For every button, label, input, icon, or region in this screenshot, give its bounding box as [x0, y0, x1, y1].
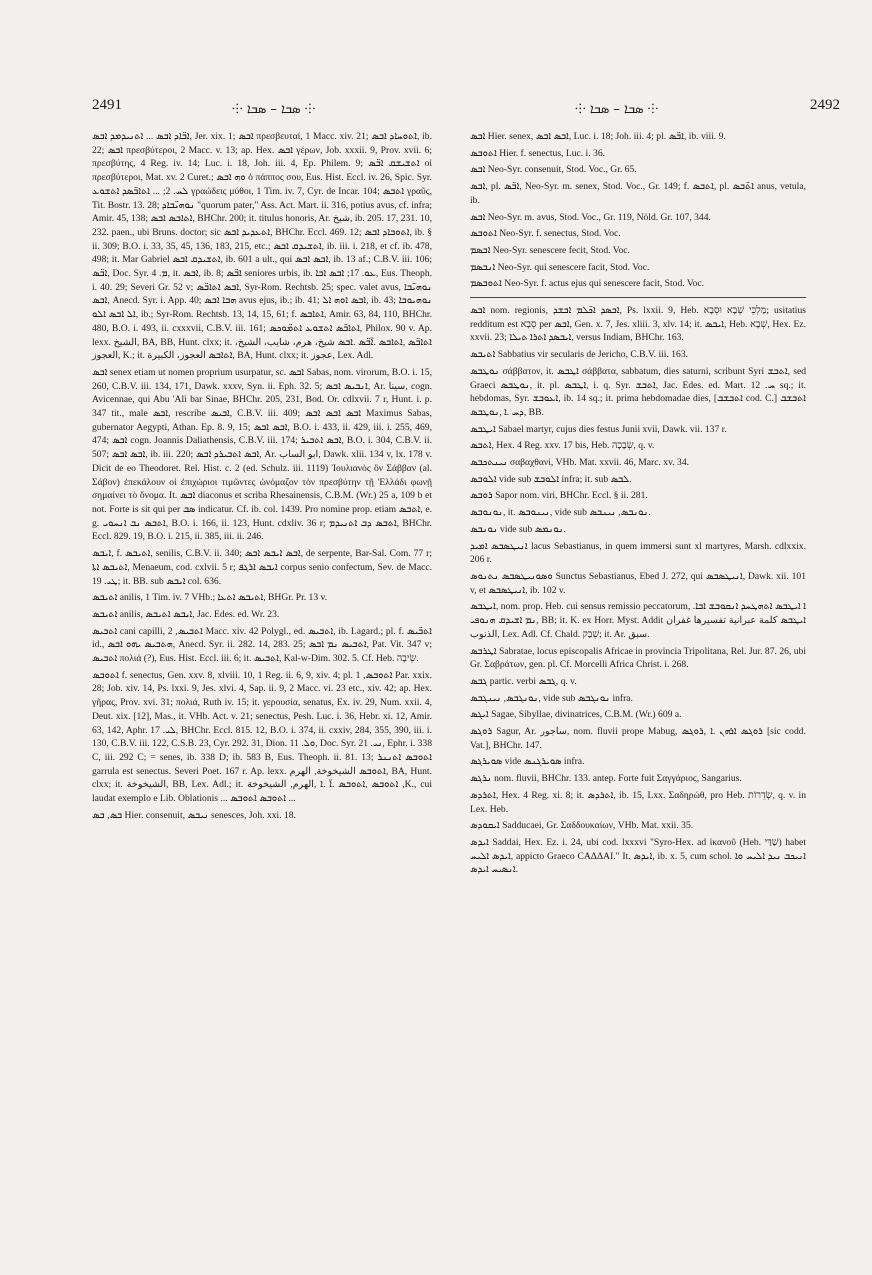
dictionary-entry: ܣܘܝܪܓܣ vide ܣܘܝܪܓܢܣ infra. — [470, 756, 585, 768]
dictionary-entry: ܐܝܩܘܕܣ Sadducaei, Gr. Σαδδουκαίων, VHb. Mat. xxii. 35. — [470, 820, 694, 832]
page-header — [0, 0, 872, 130]
dictionary-entry: ܐܬܒܝܣ cani capilli, ܐܬܒܝܣ, 2 Macc. xiv. 42 Polygl., ed. ܐܬܒܝܣ, ib. Lagard.; pl. f. ܐܬܒ̈ܝܣ id., ܗܬܒܝܣ ܝܗܘ ܐܒܣ, Anecd. Syr. ii. 282. 14, 283. 25; ܐܬܒܝܣ ܢܡ ܐܒܣ, Pat. Vit. 347 v; ܐܬܒܝܣ πολιά (?), Eus. Hist. Eccl. iii. 6; it. ܐܬܒܝܣ, Kal-w-Dim. 302. 5. Cf. Heb. שֵׂיבָה. — [92, 625, 433, 665]
dictionary-entry: ܐܒܣ Hier. senex, ܐܒܣ ܐܒܣ, Luc. i. 18; Joh. iii. 4; pl. ܐܒ̈ܣ, ib. viii. 9. — [470, 131, 726, 142]
dictionary-entry: ܓܒܣ partic. verbi ܓܒܣ, q. v. — [470, 675, 577, 687]
dictionary-entry: ܢܘܢܒܣ vide sub ܢܘܢܡܣ. — [470, 523, 566, 535]
dictionary-entry: ܐܬܝܒܣ anilis, 1 Tim. iv. 7 VHb.; ܐܬܝܒܣ ܐܬܥܐ, BHGr. Pr. 13 v. — [92, 592, 328, 604]
dictionary-entry: ܢܘܢܓܒܣ, ܢܝܢܓܒܣ, vide sub ܢܘܢܓܒܣ infra. — [470, 692, 633, 704]
dictionary-entry: ܐܒ̈ܐܕ ܐܒܣ ... ܐܬܢܝܕܡܕ ܐܒܣ, Jer. xix. 1; ܐܒܣ πρεσβευταί, 1 Macc. xiv. 21; ܐܬܘܚܐܕ ܐܒܣ, ib. 22; ܐܒܣ πρεσβύτεροι, 2 Macc. v. 13; ap. Hex. ܐܒܣ γέρων, Job. xxxii. 9, Prov. xvii. 6; πρεσβύτης, 4 Reg. iv. 14; Luc. i. 18, Joh. iii. 4, Ep. Philem. 9; ܐܬܫܝܫܩ ܐܒ̈ܣ οἱ πρεσβύτεροι, Mat. xv. 2 Curet.; ܘܗ ܐܒܣ ὁ πάππος σου, Eus. Hist. Eccl. iv. 26, Spic. Syr. ܠܚ. 2; ... ܐܬܐܒ̈ܣܕ ܐܬܫܘܥ γραώδεις μύθοι, 1 Tim. iv. 7, Cyr. de Incar. 104; ܐܬܒܣ γραῦς, Tit. Bostr. 13. 28; ܢܘܗܝ̈ܒܐܕ "quorum pater," Ass. Act. Mart. ii. 316, potius avus, cf. infra; Amir. 45, 138; ܐܬܐܒܣ ܐܒܣ, BHChr. 200; it. titulus honoris, Ar. شيخ, ib. 205. 17, 231. 10, 232. paen., ubi Bruns. doctor; sic ܐܬܥܕܝܕ ܐܒܣ, BHChr. Eccl. 469. 12; ܐܬܘܒܐܕ ܐܒܣ, ib. § ii. 309; B.O. i. 33, 35, 45, 136, 183, 215, etc.; ܐܬܫܝܕܩ ܐܒܣ, ib. iii. i. 218, et cf. ib. 478, 498; it. Mar Gabriel ܐܬܫܝܕܩ ܐܒܣ, ib. 601 a ult., qui ܐܒܣ ܐܒܣ, ib. 13 af.; C.B.V. iii. 106; ܐܒ̈ܣ, Doc. Syr. ܡ. 4, it. ܐܒܣ, ib. 8; ܐܒ̈ܣ seniores urbis, ib. ܥܘ. 17; ܐܒܣ ܐܒܐ, Eus. Theoph. i. 40. 29; Severi Gr. 52 v; ܐܒܣ ܐܬܐܒ̈ܣ, Syr-Rom. Rechtsb. 25; spec. valet avus, ܢܘܗܝ̈ܒܐ ܐܒܣ, Anecd. Syr. i. App. 40; ܗܒܐ ܐܒܣ avus ejus, ib.; ib. 41; ܐܒܣ ܐܘܗ ܐܠ, ib. 43; ܢܘܗܝܘܒܐ ܐܠ ܐܒܣ ܐܠܘ, ib.; Syr-Rom. Rechtsb. 13, 14, 15, 61; f. ܐܬܐܒܣ, Amir. 63, 84, 110, BHChr. 480, B.O. i. 493, ii. cxxxvii, C.B.V. iii. 161; ܐܬܐܒ̈ܣ ܐܬܫܘܥ ܐܬܡ̈ܘܟܣ, Philox. 90 v. Ap. lexx. الشيخ, BA, BB, Hunt. clxx; it. ܐܬܐܒ̈ܣ ,ܐܬܐܒܣ .ܐ̈ܒ̈ܣ .ܐܒܣ شيخ، هرم، شايب، الشيخ، العجوز, K.; it. ܐܬܐܒܣ العجوز، الكبيرة, BA, Hunt. clxx; it. عجوز, Lex. Adl. — [92, 131, 433, 362]
dictionary-entry: ܐܬܘܒܣ Neo-Syr. f. senectus, Stod. Voc. — [470, 228, 621, 240]
left-column — [92, 130, 432, 825]
right-running-head: ⸭ ܣܒܐ – ܣܒܐ ⸭ — [575, 102, 659, 117]
section-divider — [470, 297, 806, 298]
dictionary-entry: ܐܬܝܒܣ Sabbatius vir secularis de Jericho, C.B.V. iii. 163. — [470, 349, 689, 361]
dictionary-entry: ܐܝܕܣ Saddai, Hex. Ez. i. 24, ubi cod. lxxxvi "Syro-Hex. ad ἱκανοῦ (Heb. שַׁדַּי) habet ܐܝܕܣ ܐܠܝܚ, appicto Graeco CAΔΔAI." It. ܐܝܕܣ, ib. x. 5, cum schol. ܐܢܝܟܒ ܢܝܕ ܐܠܝܚ ܘܐ ܐܢܣܝܚ ܐܝܕܣ. — [470, 836, 806, 876]
dictionary-entry: ܐܛܪܒܣ Sabratae, locus episcopalis Africae in provincia Tripolitana, Rel. Jur. 87. 26, ubi Gr. Σαβράτων, gen. pl. Cf. Morcelli Africa Christ. i. 268. — [470, 645, 806, 671]
right-column — [470, 130, 806, 880]
dictionary-entry: ܐܢܝܛܣܒܣ ܐܡܝܕ lacus Sebastianus, in quem immersi sunt xl martyres, Marsh. cdlxxix. 206 r. — [470, 540, 806, 566]
dictionary-entry: ܐܒܣ, pl. ܐܒ̈ܣ, Neo-Syr. m. senex, Stod. Voc., Gr. 149; f. ܐܬܒܣ, pl. ܐܬ̈ܒܣ anus, vetula, ib. — [470, 181, 806, 206]
dictionary-entry: ܐܝܓܣ Sagae, Sibyllae, divinatrices, C.B.M. (Wr.) 609 a. — [470, 709, 682, 721]
left-page-number: 2491 — [92, 97, 122, 113]
dictionary-entry: ܢܘܛܒܣ σάββατον, it. ܐܛܒܣ σάββατα, sabbatum, dies saturni, scribunt Syri ܐܬܒܫ, sed Graeci ܢܘܛܒܣ, it. pl. ܐܛܒܣ, i. q. Syr. ܐܬܒܫ, Jac. Edes. ed. Mart. ܚ. 12 sq.; it. hebdomas, Syr. ܐܥܘܒܫ, ib. 14 sq.; it. prima hebdomadae dies, [ܐܬܒܫܒ cod. C.] ܐܬܒܫܒ ܕܚ .ܐ ,ܢܘܛܒܣ, BB. — [470, 365, 807, 418]
dictionary-entry: ܐܒܣ Neo-Syr. consenuit, Stod. Voc., Gr. 65. — [470, 164, 637, 176]
dictionary-entry: ܐܒܣ Neo-Syr. m. avus, Stod. Voc., Gr. 119, Nöld. Gr. 107, 344. — [470, 211, 711, 223]
dictionary-entry: ܐܝܛܒܣ Sabael martyr, cujus dies festus Junii xvii, Dawk. vii. 137 r. — [470, 423, 727, 435]
dictionary-entry: ܪܘܓܣ Sagur, Ar. ساجور, nom. fluvii prope Mabug, ܪܘܓܣ ܐܪܗܢ .ܐ ,ܪܘܓܣ [sic codd. Vat.], BHChr. 147. — [470, 726, 806, 751]
dictionary-entry: ܐܬܘܒܣ f. senectus, Gen. xxv. 8, xlviii. 10, 1 Reg. ii. 6, 9, xiv. 4; pl. ܐܬܘܒܣ, 1 Par. xxix. 28; Job. xiv. 14, Ps. lxxi. 9, Jes. xlvi. 4, Sap. ii. 9, 2 Macc. vi. 23 etc., xiv. 42; ap. Hex. γῆρας, Prov. xvi. 31; πολιά, Ruth iv. 15; it. γερουσία, senatus, Ex. iv. 29, Num. xxii. 4, Deut. xix. [12], Mas., it. VHb. Act. v. 21; senectus, Pesh. Luc. i. 36, Hebr. xi. 12, Amir. 63, 142, Aphr. ܠܝ. 17, BHChr. Eccl. 815. 12, B.O. i. 374, ii. cxxiv, 284, 355, 390, iii. i. 130, C.B.V. iii. 122, C.S.B. 23, Cyr. 292. 31, Dion. ܘܠ. 11, Doc. Syr. ܢܝ. 21, Ephr. i. 338 C, iii. 292 C; = senes, ib. 338 D; ib. 583 B, Eus. Theoph. ii. 81. 13; ܐܬܘܒܣ ܐܬܢܢܪ garrula est senectus. Severi Poet. 167 r. Ap. lexx. ܐܬܘܒܣ الشيخوخة, الهرم, BA, Hunt. clxx; it. الشيخوخة, BB, Lex. Adl.; it. ܐܬܘܒܣ ,ܐܬܘܒܣ .ܐ̈ .ܐ ,الهرم, الشيخوخة ,K., cui laudat exemplo e Lib. Oblationis ... ܐܬܘܒܣ ܐܬܘܒܣ ... — [92, 669, 432, 805]
dictionary-entry: ܪܘܒܣ Sapor nom. viri, BHChr. Eccl. § ii. 281. — [470, 490, 648, 502]
dictionary-entry: ܐܬܘܒܣ Hier. f. senectus, Luc. i. 36. — [470, 147, 606, 159]
dictionary-entry: ܐܒܣ nom. regionis, ܐܒܣܕ ܐܟ̈ܠܡ ܐܒܫܕ, Ps. lxxii. 9, Heb. מַלְכֵי שְׁבָא וּסְבָא; usitatius redditum est סְבָא per ܐܒܣ, Gen. x. 7, Jes. xliii. 3, xlv. 14; it. ܐܝܒܣ, Heb. שְׁבָא, Hex. Ez. xxvii. 23; ܐܝܒܣܕ ܐܬܪܐ ܬܝܠܐ, versus Indiam, BHChr. 163. — [470, 305, 807, 344]
dictionary-entry: ܐܬܪܕܣ, Hex. 4 Reg. xi. 8; it. ܐܬܪܕܣ, ib. 15, Lxx. Σαδηρώθ, pro Heb. שְׂדֵרוֹת, q. v. in Lex. Heb. — [470, 789, 806, 815]
dictionary-entry: ܢܘܢܘܒܣ, it. ܢܝܢܘܒܣ, vide sub ܢܘܢܒܣ, ܢܝܢܒܣ. — [470, 507, 651, 519]
dictionary-entry: ܒܣ, ܒܣ Hier. consenuit, ܢܝܒܣ senesces, Joh. xxi. 18. — [92, 809, 296, 821]
right-page-number: 2492 — [810, 97, 840, 113]
dictionary-entry: ܐܢܒܣܡ Neo-Syr. qui senescere facit, Stod. Voc. — [470, 261, 650, 273]
dictionary-entry: ܢܝܢܬܟܒܣ σαβαχθανί, VHb. Mat. xxvii. 46, Marc. xv. 34. — [470, 457, 690, 469]
left-running-head: ⸭ ܣܒܐ – ܣܒܐ ⸭ — [232, 102, 316, 117]
dictionary-entry: ܐܝܛܒܣ, nom. prop. Heb. cui sensus remissio peccatorum, .ܐ ܐܝܛܒܣ ܐܬܗܛܚܕ ܐܢܩܘܒܫ ܐܒܐ ܢܡ ܐܫܝܕܩ ܗܢܘܦܝ, BB; it. K. ex Horr. Myst. Addit ܐܝܛܒܣ كلمة عبرانية تفسيرها غفران الذنوب, Lex. Adl. Cf. Chald. שְׁבַק; it. Ar. سبق. — [470, 601, 806, 640]
dictionary-entry: ܐܠܘܒܣ vide sub ܐܠܘܒܫ infra; it. sub ܠܒܣ. — [470, 473, 632, 485]
dictionary-entry: ܐܬܝܒܣ anilis, ܐܝܒܣ ܐܬܝܒܣ, Jac. Edes. ed. Wr. 23. — [92, 608, 280, 620]
dictionary-entry: ܐܒܣ senex etiam ut nomen proprium usurpatur, sc. ܐܒܣ Sabas, nom. virorum, B.O. i. 15, 260, C.B.V. iii. 134, 171, Dawk. xxxv, Syn. ii. Eph. 32. 5; ܐܢܒܝܣ ܐܒܣ, Ar. سينا, cogn. Avicennae, qui Abu 'Ali bar Sinae, BHChr. 205, 231, Bod. Or. cdlxvii. 7 r, Hunt. i. p. 347 tit., male ܐܒܣ, rescribe ܐܒܝܣ, C.B.V. iii. 409; ܐܒܣ ܐܒܣ ܐܒܣ Maximus Sabas, gubernator Aegypti, Athan. Ep. 8. 9, 15; ܐܒܣ ܐܒܣ, B.O. i. 433, ii. 429, iii. i. 255, 469, 474; ܐܒܣ cogn. Joannis Daliathensis, C.B.V. iii. 174; ܐܒܣ ܐܬܒܝܪ, B.O. i. 304, C.B.V. ii. 507; ܐܒܣ ܐܒܣ, ib. iii. 220; ܐܒܣ ܐܬܒܝܪܕ ܐܒܣ, Ar. ابو الساب, Dawk. xlii. 134 v, lx. 178 v. Dicit de eo Theodoret. Rel. Hist. c. 2 (ed. Schulz. iii. 1119) Ἰουλιανὸς ὃν Σάββαν (al. Σάβον) ἐπεκάλουν οἱ ἐπιχώριοι τιμῶντες ὠνόμαζον τὸν πρεσβύτην τῇ Ἑλλάδι φωνῇ σημαίνει τὸ ὄνομα. It. ܐܒܣ diaconus et scriba Rhesainensis, C.B.M. (Wr.) 25 a, 109 b et not. Forte is sit qui per ܣܒ indicatur. Cf. ib. col. 1439. Pro nomine prop. etiam ܐܬܒܣ, e. g. ܐܬܒܣ ܢܒ ܐܢܚܘܝ, B.O. i. 166, ii. 123, Hunt. cdxliv. 36 r; ܐܬܒܣ ܕܒ ܐܬܢܝܕܡ, BHChr. Eccl. 829. 19, B.O. i. 215, ii. 385, iii. ii. 246. — [92, 366, 432, 543]
dictionary-entry: ܐܒܣܡ Neo-Syr. senescere fecit, Stod. Voc. — [470, 244, 630, 256]
dictionary-entry: ܐܬܘܒܣܡ Neo-Syr. f. actus ejus qui senescere facit, Stod. Voc. — [470, 278, 705, 290]
dictionary-entry: ܐܬܒܣ, Hex. 4 Reg. xxv. 17 bis, Heb. שְׂבָכָה, q. v. — [470, 440, 655, 452]
dictionary-entry: ܢܪܓܣ nom. fluvii, BHChr. 133. antep. Forte fuit Σαγγάριος, Sangarius. — [470, 773, 742, 785]
dictionary-entry: ܐܝܒܣ, f. ܐܬܝܒܣ, senilis, C.B.V. ii. 340; ܐܒܣ ܐܝܒܣ ܐܒܣ, de serpente, Bar-Sal. Com. 77 r; ܐܬܝܒܣ ܐܬܐ, Menaeum, cod. cxlvii. 5 r; ܐܝܒܣ ܐܪܓܦ corpus senio confectum, Sev. de Macc. ܛܝ. 19; it. BB. sub ܐܝܒܣ col. 636. — [92, 548, 433, 587]
dictionary-entry: ܘܣܘܢܝܛܣܒܣ ܢܬܢܘܣ Sunctus Sebastianus, Ebed J. 272, qui ܐܢܝܛܣܒܣ, Dawk. xii. 101 v, et ܐܢܝܛܣܒܣ, ib. 102 v. — [470, 570, 806, 596]
